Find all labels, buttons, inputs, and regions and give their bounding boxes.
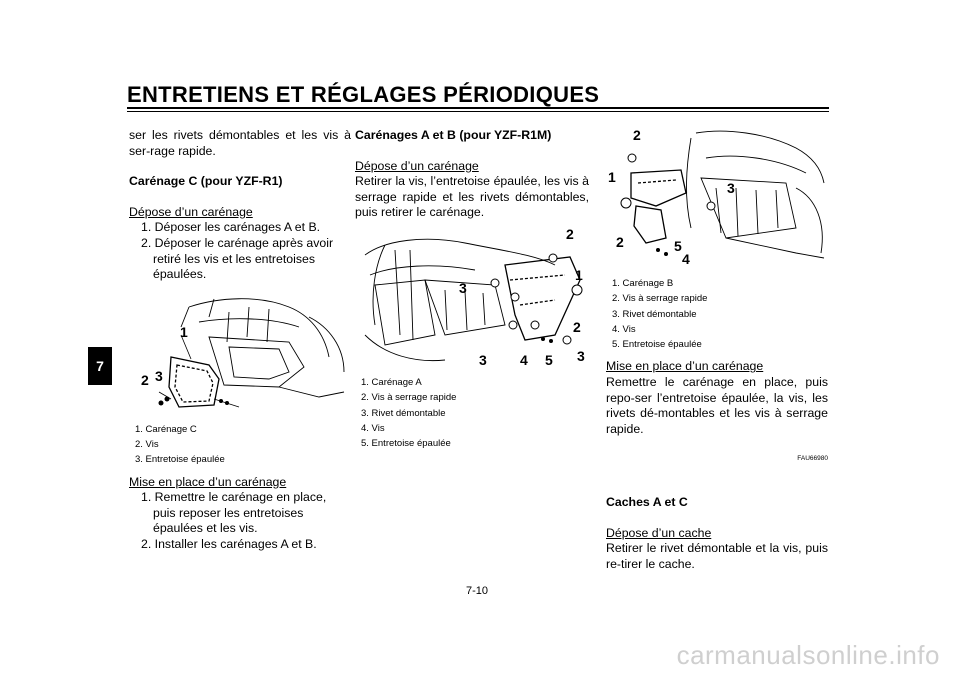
motorcycle-illustration bbox=[355, 225, 589, 375]
removal-step-1: 1. Déposer les carénages A et B. bbox=[141, 220, 321, 235]
legend-item: 2. Vis bbox=[135, 439, 159, 451]
cover-removal-heading: Dépose d’un cache bbox=[606, 525, 712, 540]
chapter-tab: 7 bbox=[88, 347, 112, 385]
legend-item: 2. Vis à serrage rapide bbox=[612, 293, 708, 305]
figure-carenage-b bbox=[606, 128, 828, 276]
callout-4: 4 bbox=[520, 351, 528, 368]
callout-3: 3 bbox=[727, 180, 735, 196]
motorcycle-illustration bbox=[129, 287, 351, 422]
legend-item: 1. Carénage B bbox=[612, 278, 674, 289]
legend-item: 4. Vis bbox=[361, 422, 385, 434]
install-step-2: 2. Installer les carénages A et B. bbox=[141, 537, 317, 552]
column-3 bbox=[606, 128, 828, 572]
callout-1: 1 bbox=[180, 323, 188, 340]
legend-item: 4. Vis bbox=[612, 323, 636, 335]
install-heading: Mise en place d’un carénage bbox=[129, 474, 287, 489]
column-1 bbox=[129, 128, 351, 553]
callout-2: 2 bbox=[616, 234, 624, 250]
removal-heading: Dépose d’un carénage bbox=[355, 158, 479, 173]
callout-4: 4 bbox=[682, 251, 690, 267]
motorcycle-illustration bbox=[606, 128, 828, 276]
legend-item: 1. Carénage A bbox=[361, 376, 422, 388]
page-title: ENTRETIENS ET RÉGLAGES PÉRIODIQUES bbox=[127, 82, 600, 107]
section-title-caches: Caches A et C bbox=[606, 495, 688, 510]
install-step-1: 1. Remettre le carénage en place, puis reposer les entretoises épaulées et les vis. bbox=[141, 490, 327, 536]
legend-item: 1. Carénage C bbox=[135, 423, 197, 435]
legend-item: 3. Rivet démontable bbox=[612, 308, 697, 320]
legend-item: 3. Entretoise épaulée bbox=[135, 454, 225, 466]
callout-2: 2 bbox=[573, 318, 581, 335]
install-text: Remettre le carénage en place, puis repo-ser l’entretoise épaulée, la vis, les rivets dé-montables et les vis à serrage rapide. bbox=[606, 375, 828, 436]
install-heading: Mise en place d’un carénage bbox=[606, 359, 764, 374]
removal-step-2: 2. Déposer le carénage après avoir retiré les vis et les entretoises épaulées. bbox=[141, 235, 334, 282]
figure-legend bbox=[606, 276, 828, 352]
title-rule bbox=[127, 107, 829, 109]
callout-2: 2 bbox=[633, 127, 641, 143]
page-number: 7-10 bbox=[466, 585, 489, 597]
title-rule-thin bbox=[127, 111, 829, 112]
legend-item: 2. Vis à serrage rapide bbox=[361, 392, 457, 404]
callout-2: 2 bbox=[141, 371, 149, 388]
figure-legend bbox=[129, 422, 351, 468]
section-title-carenages-ab: Carénages A et B (pour YZF-R1M) bbox=[355, 128, 552, 142]
figure-carenage-c bbox=[129, 287, 351, 422]
callout-5: 5 bbox=[674, 238, 682, 254]
legend-item: 5. Entretoise épaulée bbox=[612, 339, 702, 351]
section-title-carenage-c: Carénage C (pour YZF-R1) bbox=[129, 174, 283, 189]
figure-legend bbox=[355, 375, 589, 451]
callout-1: 1 bbox=[575, 266, 583, 283]
cover-removal-text: Retirer le rivet démontable et la vis, puis re-tirer le cache. bbox=[606, 541, 828, 571]
callout-3: 3 bbox=[155, 367, 163, 384]
figure-carenages-ab bbox=[355, 225, 589, 375]
callout-5: 5 bbox=[545, 351, 553, 368]
removal-text: Retirer la vis, l’entretoise épaulée, les vis à serrage rapide et les rivets démontables, puis retirer le carénage. bbox=[355, 174, 589, 220]
intro-text: ser les rivets démontables et les vis à ser-rage rapide. bbox=[129, 128, 351, 158]
callout-2: 2 bbox=[566, 225, 574, 242]
column-2 bbox=[355, 128, 589, 451]
callout-3: 3 bbox=[479, 351, 487, 368]
removal-heading: Dépose d’un carénage bbox=[129, 204, 253, 219]
callout-3: 3 bbox=[459, 279, 467, 296]
callout-3: 3 bbox=[577, 347, 585, 364]
legend-item: 3. Rivet démontable bbox=[361, 407, 446, 419]
reference-code: FAU66980 bbox=[797, 455, 828, 463]
legend-item: 5. Entretoise épaulée bbox=[361, 438, 451, 450]
watermark: carmanualsonline.info bbox=[676, 640, 940, 670]
callout-1: 1 bbox=[608, 169, 616, 185]
